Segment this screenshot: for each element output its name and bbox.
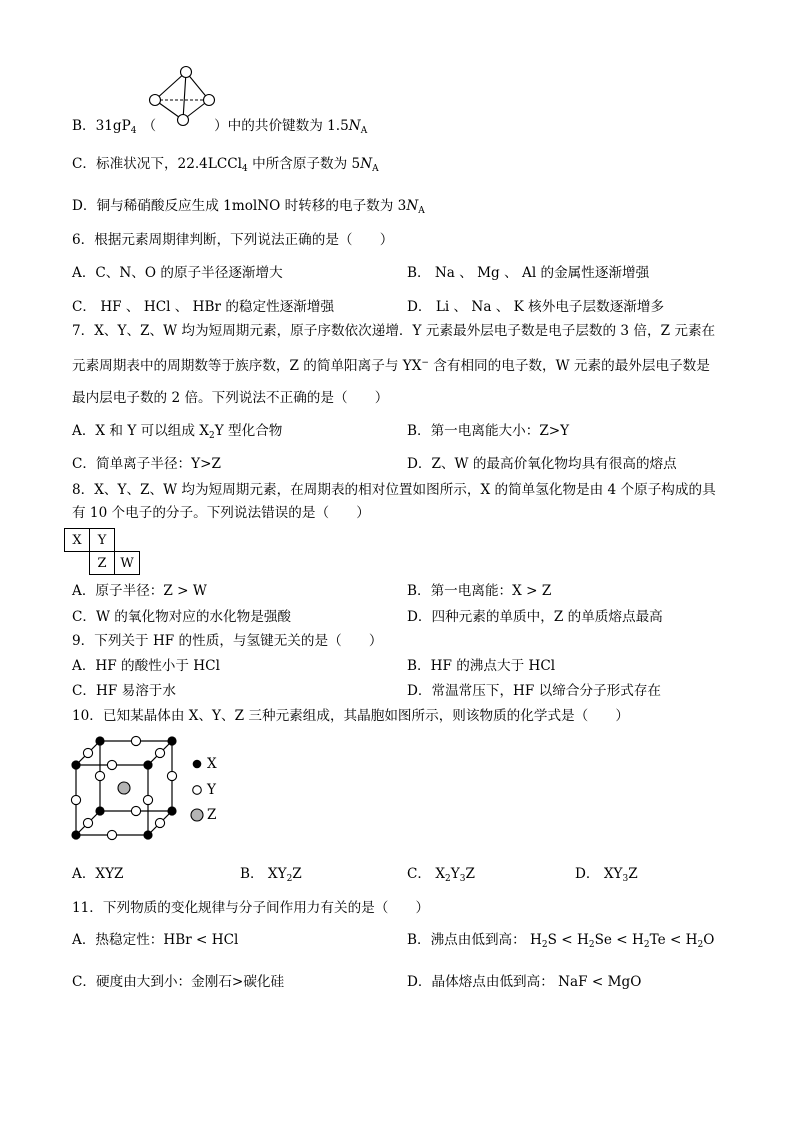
q9-option-a: A．HF 的酸性小于 HCl	[72, 658, 220, 674]
q7-option-c: C．简单离子半径：Y>Z	[72, 456, 221, 472]
q6-option-c: C． HF 、 HCl 、 HBr 的稳定性逐渐增强	[72, 299, 335, 315]
q11-option-d: D．晶体熔点由低到高： NaF < MgO	[407, 974, 642, 990]
q8-option-d: D．四种元素的单质中，Z 的单质熔点最高	[407, 609, 663, 625]
cell-empty	[65, 552, 90, 575]
q11-stem: 11．下列物质的变化规律与分子间作用力有关的是（ ）	[72, 900, 430, 916]
q5-option-d: D．铜与稀硝酸反应生成 1molNO 时转移的电子数为 $3N_A$	[72, 198, 425, 216]
q9-option-c: C．HF 易溶于水	[72, 683, 176, 699]
q7-option-a: A．X 和 Y 可以组成 $X_2Y$ 型化合物	[72, 423, 283, 441]
periodic-position-table	[64, 528, 140, 575]
q7-stem-line-2: 元素周期表中的周期数等于族序数，Z 的简单阳离子与 YX− 含有相同的电子数，W 元素的最外层电子数是	[72, 358, 710, 374]
cell-w: W	[115, 552, 140, 575]
q5-option-c: C．标准状况下，22.4LCCl$_4$ 中所含原子数为 $5N_A$	[72, 156, 379, 174]
q8-stem-line-1: 8．X、Y、Z、W 均为短周期元素，在周期表的相对位置如图所示，X 的简单氢化物是由 4 个原子构成的具	[72, 482, 716, 498]
q11-option-a: A．热稳定性：HBr < HCl	[72, 932, 239, 948]
legend-z: Z	[207, 807, 217, 823]
q5-option-b: B．$31gP_4$ （ ）中的共价键数为 $1.5N_A$	[72, 118, 368, 136]
q8-option-b: B．第一电离能：X > Z	[407, 583, 552, 599]
legend-y: Y	[207, 782, 216, 798]
q11-option-c: C．硬度由大到小：金刚石>碳化硅	[72, 974, 285, 990]
q10-option-c: C． $X_2Y_3Z$	[407, 866, 475, 884]
q10-option-b: B． $XY_2Z$	[240, 866, 302, 884]
q6-option-d: D． Li 、 Na 、 K 核外电子层数逐渐增多	[407, 299, 665, 315]
q8-stem-line-2: 有 10 个电子的分子。下列说法错误的是（ ）	[72, 505, 370, 521]
cell-empty	[115, 529, 140, 552]
q7-option-d: D．Z、W 的最高价氧化物均具有很高的熔点	[407, 456, 677, 472]
q9-option-b: B．HF 的沸点大于 HCl	[407, 658, 556, 674]
q8-option-a: A．原子半径：Z > W	[72, 583, 207, 599]
q10-option-d: D． $XY_3Z$	[575, 866, 638, 884]
q8-option-c: C．W 的氧化物对应的水化物是强酸	[72, 609, 292, 625]
legend-x: X	[207, 756, 217, 772]
q6-option-b: B． Na 、 Mg 、 Al 的金属性逐渐增强	[407, 265, 650, 281]
cell-y: Y	[90, 529, 115, 552]
q9-stem: 9．下列关于 HF 的性质，与氢键无关的是（ ）	[72, 633, 383, 649]
cell-z: Z	[90, 552, 115, 575]
q7-stem-line-1: 7．X、Y、Z、W 均为短周期元素，原子序数依次递增．Y 元素最外层电子数是电子层数的 3 倍，Z 元素在	[72, 323, 716, 339]
q6-stem: 6．根据元素周期律判断，下列说法正确的是（ ）	[72, 232, 394, 248]
q11-option-b: B．沸点由低到高： $H_2S < H_2Se < H_2Te < H_2O$	[407, 932, 715, 950]
q7-option-b: B．第一电离能大小：Z>Y	[407, 423, 570, 439]
q9-option-d: D．常温常压下，HF 以缔合分子形式存在	[407, 683, 662, 699]
q10-stem: 10．已知某晶体由 X、Y、Z 三种元素组成，其晶胞如图所示，则该物质的化学式是（ ）	[72, 708, 630, 724]
q6-option-a: A．C、N、O 的原子半径逐渐增大	[72, 265, 283, 281]
q10-option-a: A．XYZ	[72, 866, 124, 882]
q7-stem-line-3: 最内层电子数的 2 倍。下列说法不正确的是（ ）	[72, 390, 389, 406]
cell-x: X	[65, 529, 90, 552]
